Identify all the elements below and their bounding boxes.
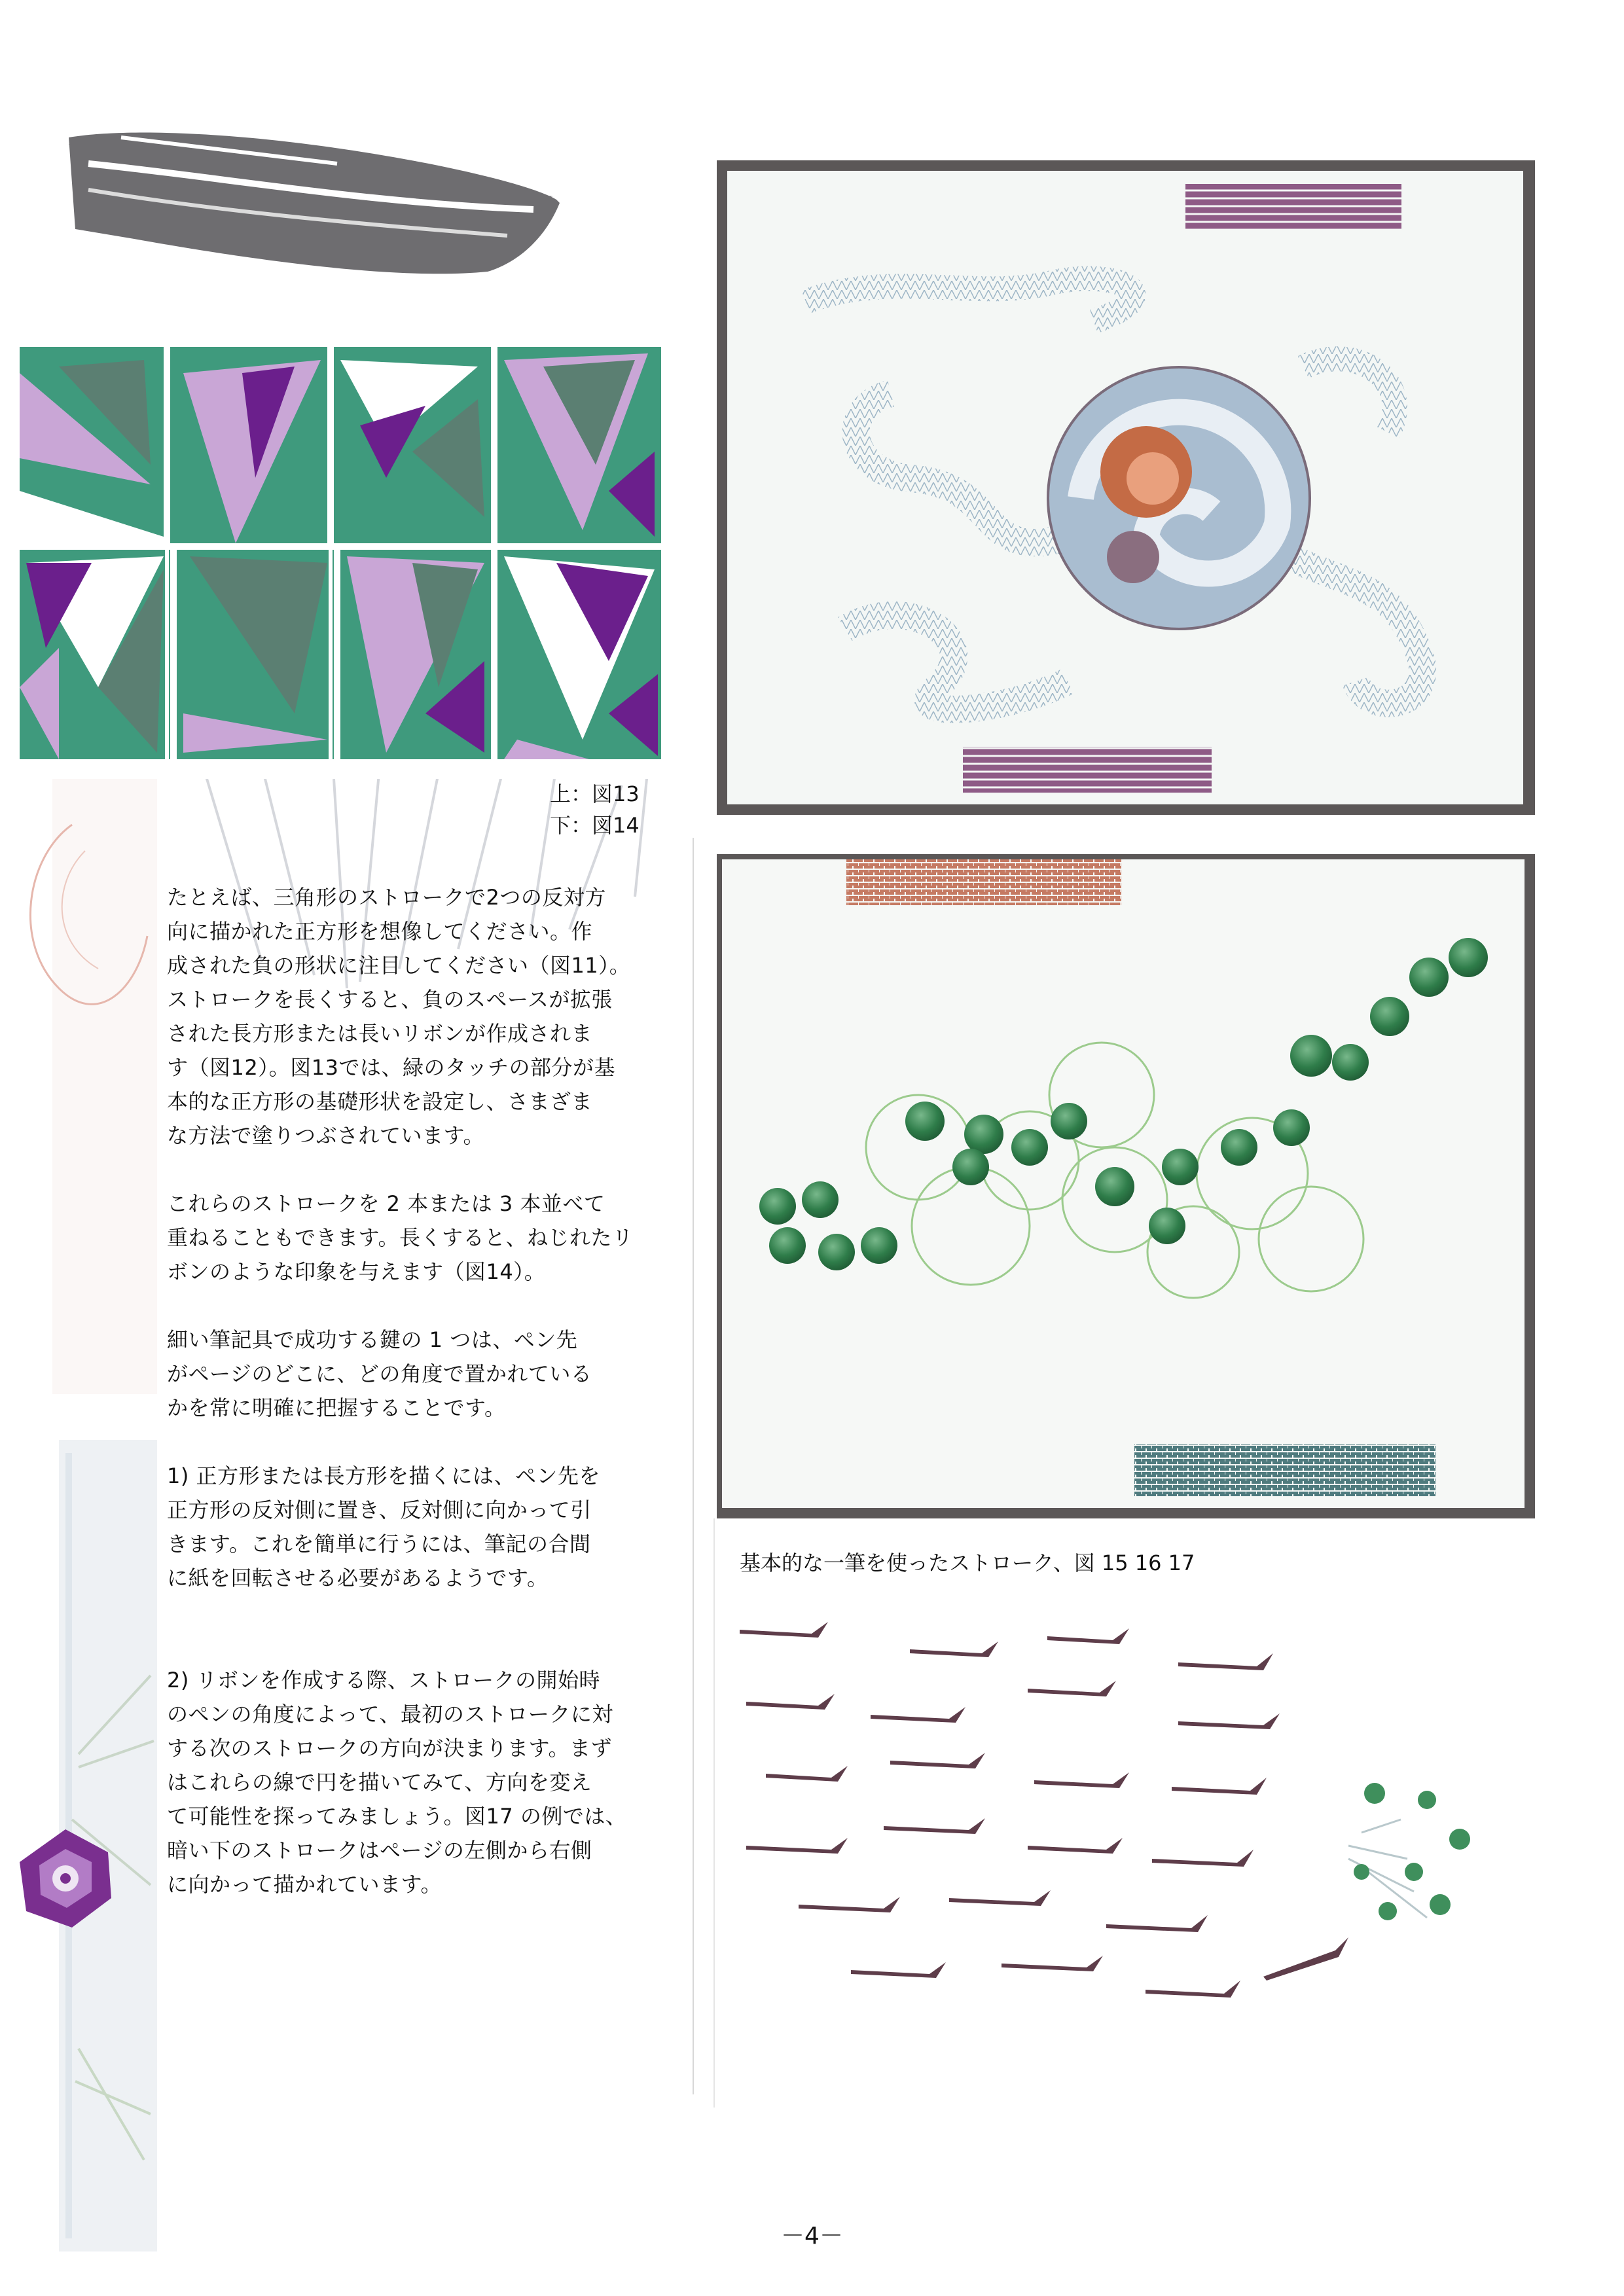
figure-15-16-17-caption: 基本的な一筆を使ったストローク、図 15 16 17 bbox=[740, 1551, 1195, 1575]
page-number: －4－ bbox=[781, 2223, 843, 2250]
left-edge-decoration bbox=[0, 772, 157, 2278]
figure-13-14-geometric-pattern bbox=[20, 347, 661, 779]
body-text-column bbox=[167, 880, 691, 1901]
figure-13-caption: 上：図13 bbox=[550, 781, 640, 806]
column-divider bbox=[693, 838, 694, 2094]
paragraph-key-tip: 細い筆記具で成功する鍵の 1 つは、ペン先 がページのどこに、どの角度で置かれている かを常に明確に把握することです。 bbox=[167, 1327, 592, 1420]
morning-glory-decoration bbox=[13, 1826, 118, 1931]
figure-14-caption: 下：図14 bbox=[550, 813, 640, 838]
paragraph-step-2: 2) リボンを作成する際、ストロークの開始時 のペンの角度によって、最初のストロークに対 する次のストロークの方向が決まります。まず はこれらの線で円を描いてみて、方向を変え て可能性を探ってみましょう。図17 の例では、 暗い下のストロークはページの左側から右側 に向かって描かれています。 bbox=[167, 1668, 627, 1897]
figure-16-frame bbox=[717, 854, 1535, 1518]
ribbon-stroke-illustration bbox=[62, 124, 560, 281]
figure-15-frame bbox=[717, 160, 1535, 815]
figure-15-illustration bbox=[727, 171, 1523, 804]
paragraph-intro: たとえば、三角形のストロークで2つの反対方 向に描かれた正方形を想像してください。作 成された負の形状に注目してください（図11）。 ストロークを長くすると、負のスペースが拡張 された長方形または長いリボンが作成されま す（図12）。図13では、緑のタッチの部分が基 本的な正方形の基礎形状を設定し、さまざま な方法で塗りつぶされています。 bbox=[167, 885, 631, 1148]
right-margin-line bbox=[713, 1518, 715, 2108]
paragraph-step-1: 1) 正方形または長方形を描くには、ペン先を 正方形の反対側に置き、反対側に向かって引 きます。これを簡単に行うには、筆記の合間 に紙を回転させる必要があるようです。 bbox=[167, 1463, 601, 1590]
paragraph-overlap: これらのストロークを 2 本または 3 本並べて 重ねることもできます。長くすると、ねじれたリ ボンのような印象を与えます（図14）。 bbox=[167, 1191, 634, 1284]
figure-17-ribbon-strokes bbox=[720, 1610, 1525, 2016]
figure-16-illustration bbox=[722, 859, 1525, 1508]
